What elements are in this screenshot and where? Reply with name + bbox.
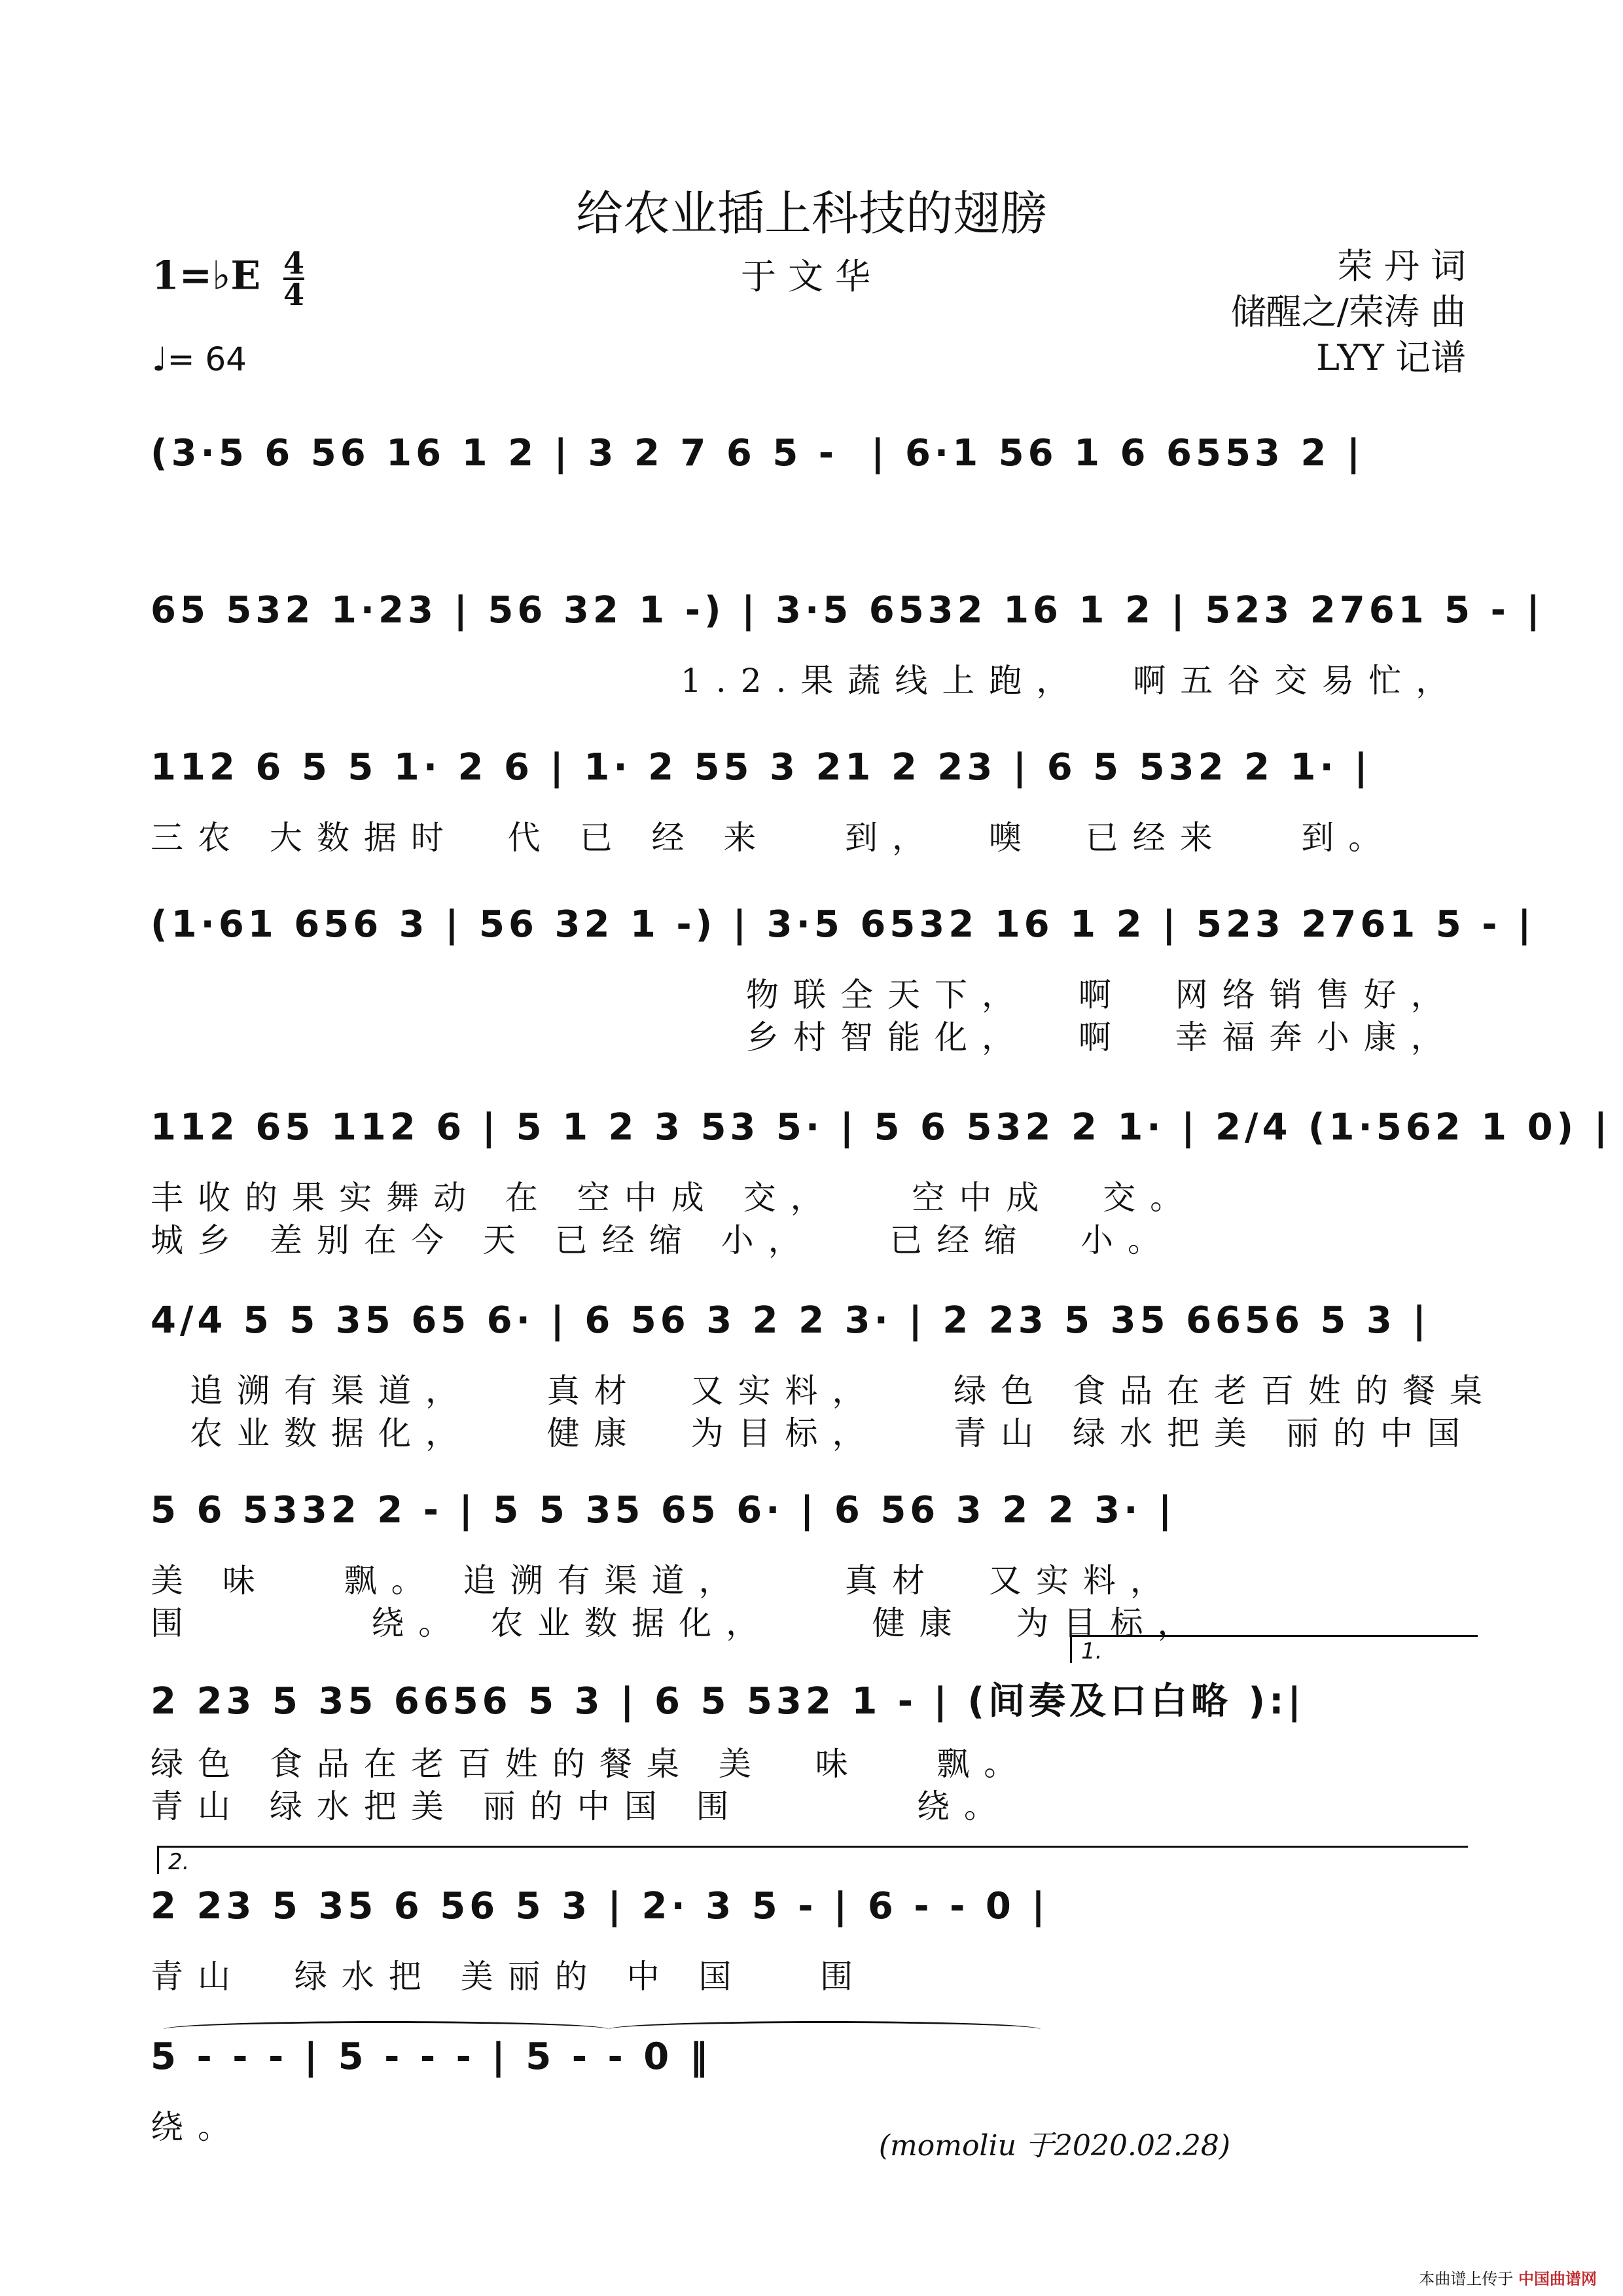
lyric-line-5b: 城乡 差别在今 天 已经缩 小， 已经缩 小。: [151, 1221, 1175, 1259]
time-denominator: 4: [283, 277, 304, 312]
lyric-line-7a: 美 味 飘。 追溯有渠道， 真材 又实料，: [151, 1562, 1177, 1600]
footer-watermark: [1419, 2266, 1597, 2289]
notation-line-9: 2 23 5 35 6 56 5 3 | 2· 3 5 - | 6 - - 0 |: [151, 1885, 1049, 1928]
lyric-line-5a: 丰收的果实舞动 在 空中成 交， 空中成 交。: [151, 1179, 1198, 1217]
notation-line-10: 5 - - - | 5 - - - | 5 - - 0 ‖: [151, 2036, 712, 2078]
notation-line-7: 5 6 5332 2 - | 5 5 35 65 6· | 6 56 3 2 2 3· |: [151, 1489, 1176, 1532]
site-logo[interactable]: 中国曲谱网: [1518, 2270, 1597, 2288]
lyric-line-8b: 青山 绿水把美 丽的中国 围 绕。: [151, 1787, 1011, 1825]
volta-second-ending: [157, 1846, 1468, 1874]
time-numerator: 4: [283, 245, 304, 281]
footer-prefix: 本曲谱上传于: [1419, 2270, 1514, 2288]
volta-2-label: 2.: [168, 1849, 190, 1875]
lyric-line-10a: 绕。: [151, 2108, 245, 2146]
lyric-line-4a: 物联全天下， 啊 网络销售好，: [746, 976, 1458, 1014]
notation-line-2: 65 532 1·23 | 56 32 1 -) | 3·5 6532 16 1 2 | 523 2761 5 - |: [151, 589, 1544, 632]
notation-line-3: 112 6 5 5 1· 2 6 | 1· 2 55 3 21 2 23 | 6 5 532 2 1· |: [151, 746, 1372, 789]
lyric-line-6b: 农业数据化， 健康 为目标， 青山 绿水把美 丽的中国: [190, 1414, 1474, 1452]
lyric-line-8a: 绿色 食品在老百姓的餐桌 美 味 飘。: [151, 1745, 1031, 1783]
lyric-line-9a: 青山 绿水把 美丽的 中 国 围: [151, 1958, 868, 1996]
transcriber-credit: LYY 记谱: [1316, 337, 1466, 378]
transcriber-signature: (momoliu 于2020.02.28): [878, 2129, 1230, 2162]
time-signature: [283, 245, 304, 312]
notation-line-4: (1·61 656 3 | 56 32 1 -) | 3·5 6532 16 1 2 | 523 2761 5 - |: [151, 903, 1535, 946]
notation-line-8: 2 23 5 35 6656 5 3 | 6 5 532 1 - | (间奏及口白略 ):|: [151, 1680, 1305, 1723]
key-label: 1=♭E: [152, 253, 261, 299]
composer-credit: 储醒之/荣涛 曲: [1230, 291, 1466, 332]
lyric-line-4b: 乡村智能化， 啊 幸福奔小康，: [746, 1018, 1458, 1056]
lyric-line-3a: 三农 大数据时 代 已 经 来 到， 噢 已经来 到。: [151, 819, 1396, 857]
lyric-line-7b: 围 绕。 农业数据化， 健康 为目标，: [151, 1604, 1205, 1642]
volta-first-ending: [1070, 1635, 1478, 1663]
notation-line-5: 112 65 112 6 | 5 1 2 3 53 5· | 5 6 532 2 1· | 2/4 (1·562 1 0) |: [151, 1106, 1612, 1149]
lyric-line-2a: 1.2.果蔬线上跑， 啊五谷交易忙，: [681, 662, 1463, 700]
lyric-line-6a: 追溯有渠道， 真材 又实料， 绿色 食品在老百姓的餐桌: [190, 1372, 1497, 1410]
notation-line-6: 4/4 5 5 35 65 6· | 6 56 3 2 2 3· | 2 23 5 35 6656 5 3 |: [151, 1299, 1430, 1342]
key-signature: [152, 245, 304, 312]
singer-name: 于文华: [741, 256, 882, 297]
notation-line-1: (3·5 6 56 16 1 2 | 3 2 7 6 5 - | 6·1 56 1 6 6553 2 |: [151, 432, 1364, 475]
lyricist-credit: 荣 丹 词: [1337, 245, 1466, 287]
tempo-marking: ♩= 64: [152, 340, 247, 378]
song-title: 给农业插上科技的翅膀: [575, 186, 1047, 241]
volta-1-label: 1.: [1081, 1638, 1103, 1664]
credits: [1231, 243, 1466, 381]
